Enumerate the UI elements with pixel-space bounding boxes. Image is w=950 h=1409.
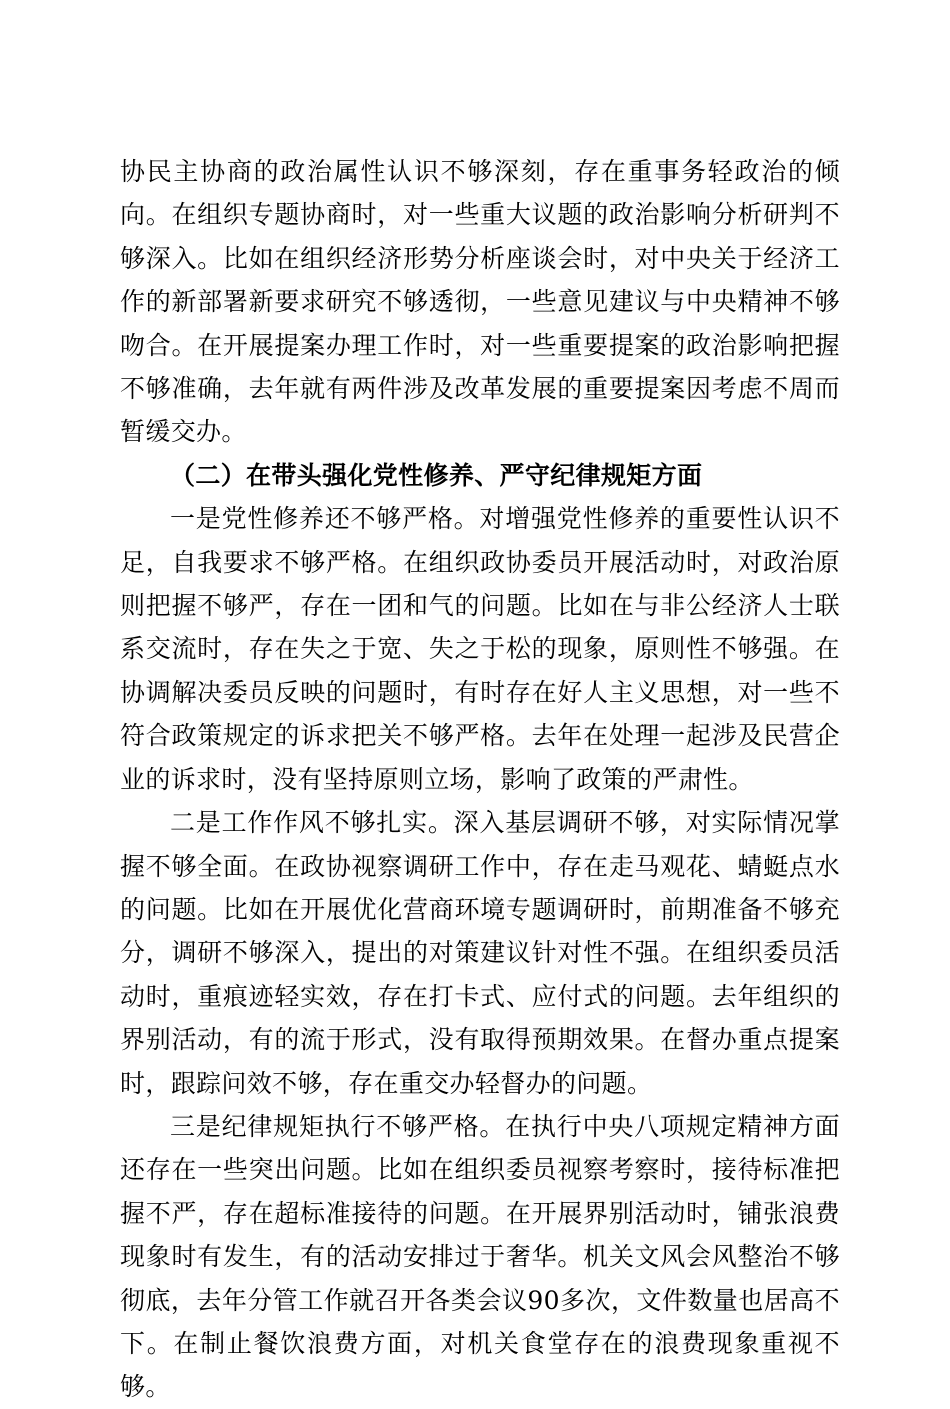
paragraph-party-spirit: 一是党性修养还不够严格。对增强党性修养的重要性认识不足，自我要求不够严格。在组织政协委员开展活动时，对政治原则把握不够严，存在一团和气的问题。比如在与非公经济人士联系交流时，存在失之于宽、失之于松的现象，原则性不够强。在协调解决委员反映的问题时，有时存在好人主义思想，对一些不符合政策规定的诉求把关不够严格。去年在处理一起涉及民营企业的诉求时，没有坚持原则立场，影响了政策的严肃性。 [120, 504, 840, 794]
paragraph-work-style: 二是工作作风不够扎实。深入基层调研不够，对实际情况掌握不够全面。在政协视察调研工作中，存在走马观花、蜻蜓点水的问题。比如在开展优化营商环境专题调研时，前期准备不够充分，调研不够深入，提出的对策建议针对性不强。在组织委员活动时，重痕迹轻实效，存在打卡式、应付式的问题。去年组织的界别活动，有的流于形式，没有取得预期效果。在督办重点提案时，跟踪问效不够，存在重交办轻督办的问题。 [120, 808, 840, 1098]
document-body [120, 150, 840, 1409]
paragraph-discipline: 三是纪律规矩执行不够严格。在执行中央八项规定精神方面还存在一些突出问题。比如在组织委员视察考察时，接待标准把握不严，存在超标准接待的问题。在开展界别活动时，铺张浪费现象时有发生，有的活动安排过于奢华。机关文风会风整治不够彻底，去年分管工作就召开各类会议90多次，文件数量也居高不下。在制止餐饮浪费方面，对机关食堂存在的浪费现象重视不够。 [120, 1111, 840, 1402]
section-heading: （二）在带头强化党性修养、严守纪律规矩方面 [170, 460, 703, 490]
paragraph-continued: 协民主协商的政治属性认识不够深刻，存在重事务轻政治的倾向。在组织专题协商时，对一些重大议题的政治影响分析研判不够深入。比如在组织经济形势分析座谈会时，对中央关于经济工作的新部署新要求研究不够透彻，一些意见建议与中央精神不够吻合。在开展提案办理工作时，对一些重要提案的政治影响把握不够准确，去年就有两件涉及改革发展的重要提案因考虑不周而暂缓交办。 [120, 157, 840, 447]
